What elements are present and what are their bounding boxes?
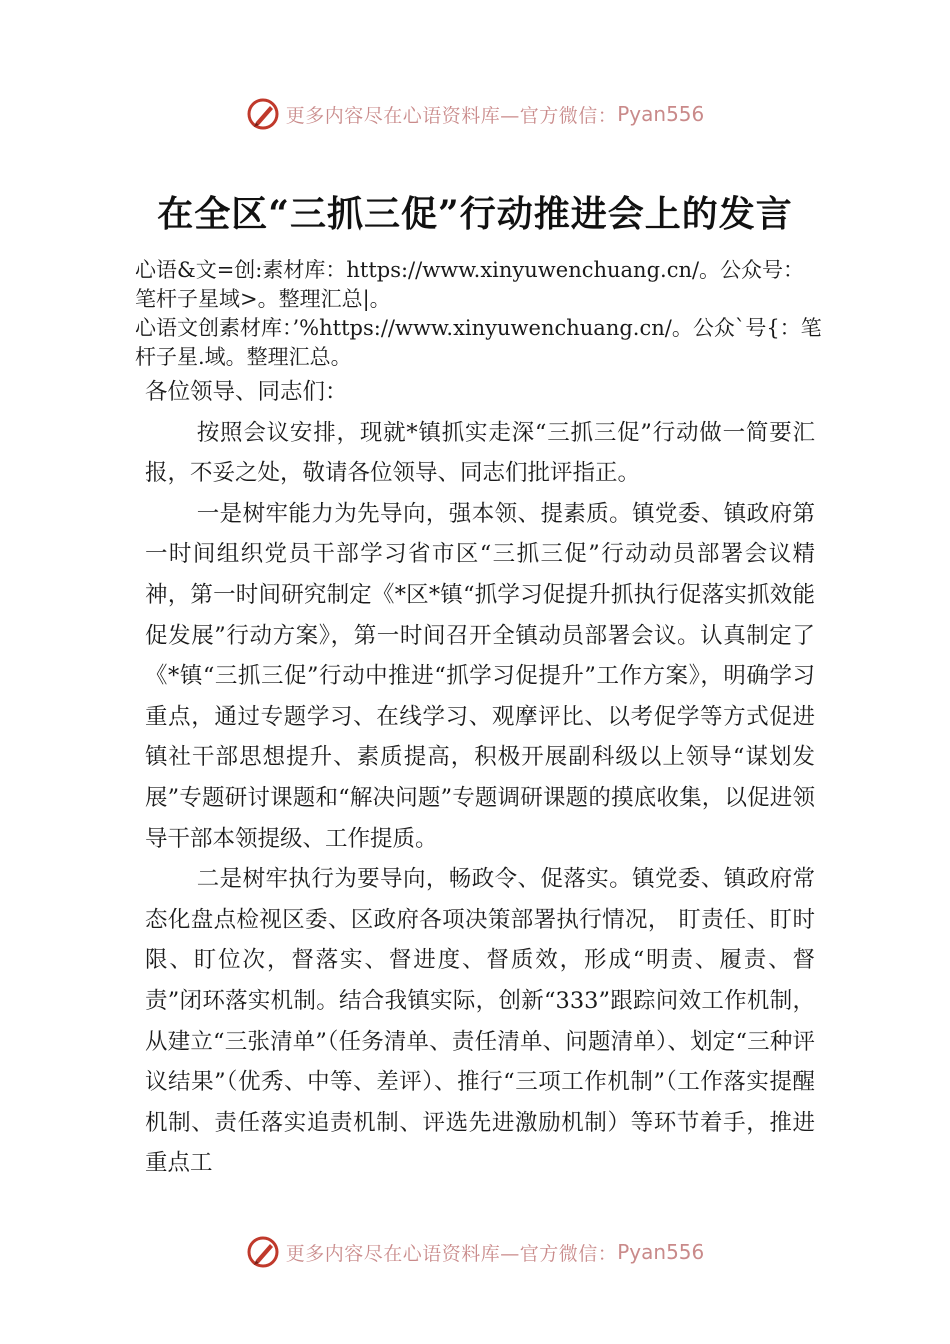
pen-logo-icon bbox=[246, 97, 280, 131]
salutation: 各位领导、同志们： bbox=[145, 379, 348, 405]
pen-logo-icon bbox=[246, 1235, 280, 1269]
paragraph: 二是树牢执行为要导向，畅政令、促落实。镇党委、镇政府常态化盘点检视区委、区政府各项决策部署执行情况， 盯责任、盯时限、盯位次，督落实、督进度、督质效，形成“明责、履责、督责”闭环落实机制。结合我镇实际，创新“333”跟踪问效工作机制，从建立“三张清单”（任务清单、责任清单、问题清单）、划定“三种评议结果”（优秀、中等、差评）、推行“三项工作机制”（工作落实提醒机制、责任落实追责机制、评选先进激励机制）等环节着手，推进重点工 bbox=[145, 866, 815, 1177]
document-title: 在全区“三抓三促”行动推进会上的发言 bbox=[157, 193, 793, 235]
paragraph: 按照会议安排，现就*镇抓实走深“三抓三促”行动做一简要汇报，不妥之处，敬请各位领导、同志们批评指正。 bbox=[145, 419, 815, 487]
banner-text: 更多内容尽在心语资料库—官方微信： bbox=[285, 104, 618, 127]
source-line: 心语文创素材库：’%https://www.xinyuwenchuang.cn/。公众`号{：笔杆子星.域。整理汇总。 bbox=[135, 316, 822, 369]
banner-text: 更多内容尽在心语资料库—官方微信： bbox=[285, 1242, 618, 1265]
banner-wechat-id: Pyan556 bbox=[617, 1240, 705, 1264]
document-body bbox=[145, 372, 815, 1184]
paragraph: 一是树牢能力为先导向，强本领、提素质。镇党委、镇政府第一时间组织党员干部学习省市区“三抓三促”行动动员部署会议精神，第一时间研究制定《*区*镇“抓学习促提升抓执行促落实抓效能促发展”行动方案》，第一时间召开全镇动员部署会议。认真制定了《*镇“三抓三促”行动中推进“抓学习促提升”工作方案》，明确学习重点，通过专题学习、在线学习、观摩评比、以考促学等方式促进镇社干部思想提升、素质提高，积极开展副科级以上领导“谋划发展”专题研讨课题和“解决问题”专题调研课题的摸底收集，以促进领导干部本领提级、工作提质。 bbox=[145, 500, 815, 852]
header-watermark-banner bbox=[0, 94, 950, 134]
source-line: 心语&文=创:素材库：https://www.xinyuwenchuang.cn/。公众号：笔杆子星域>。整理汇总|。 bbox=[135, 258, 805, 311]
banner-wechat-id: Pyan556 bbox=[617, 102, 705, 126]
footer-watermark-banner bbox=[0, 1232, 950, 1272]
